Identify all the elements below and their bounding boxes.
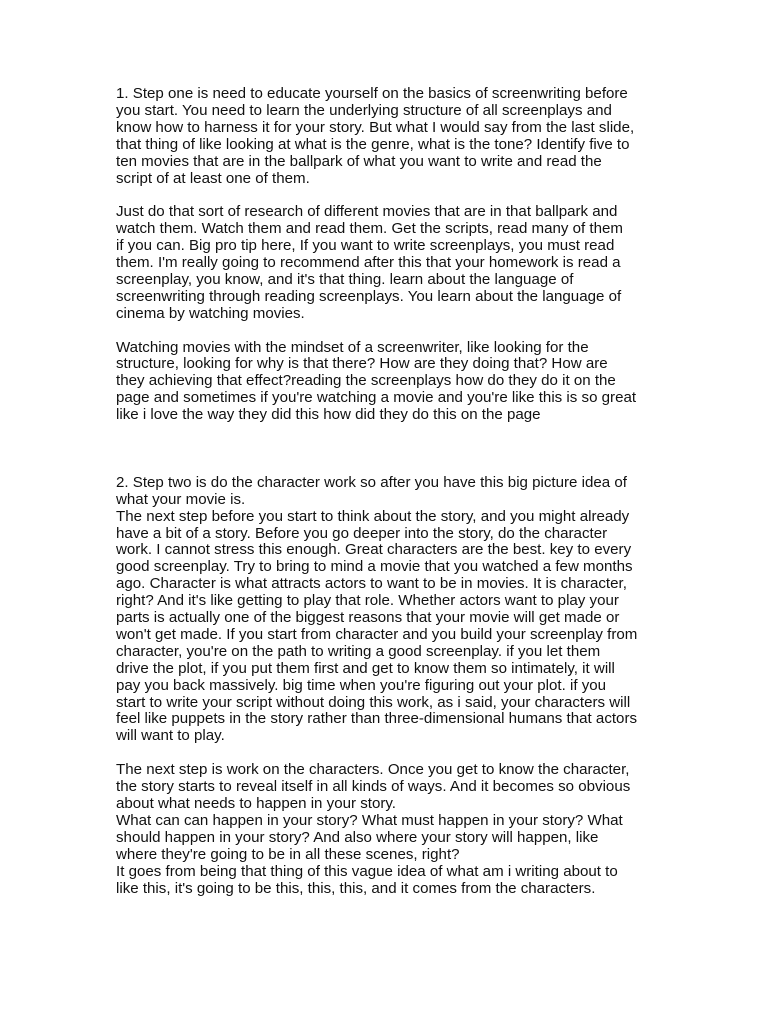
text-line: will want to play.: [116, 727, 225, 745]
text-line: script of at least one of them.: [116, 169, 310, 187]
text-line: good screenplay. Try to bring to mind a movie that you watched a few months: [116, 558, 633, 576]
paragraph-research: [116, 204, 664, 322]
paragraph-next-step: [116, 762, 664, 897]
text-line: drive the plot, if you put them first and get to know them so intimately, it will: [116, 659, 615, 677]
text-line: The next step before you start to think about the story, and you might already: [116, 507, 630, 525]
text-line: where they're going to be in all these scenes, right?: [116, 845, 460, 863]
text-line: start to write your script without doing this work, as i said, your characters will: [116, 693, 631, 711]
text-line: that thing of like looking at what is the genre, what is the tone? Identify five to: [116, 135, 630, 153]
paragraph-spacer: [116, 187, 664, 204]
document-body: [116, 86, 664, 897]
text-line: you start. You need to learn the underlying structure of all screenplays and: [116, 101, 612, 119]
text-line: What can can happen in your story? What must happen in your story? What: [116, 811, 623, 829]
text-line: feel like puppets in the story rather than three-dimensional humans that actors: [116, 710, 638, 728]
text-line: like this, it's going to be this, this, this, and it comes from the characters.: [116, 879, 596, 897]
text-line: pay you back massively. big time when you're figuring out your plot. if you: [116, 676, 607, 694]
text-line: character, you're on the path to writing a good screenplay. if you let them: [116, 642, 601, 660]
paragraph-watching-mindset: [116, 340, 664, 425]
text-line: cinema by watching movies.: [116, 304, 305, 322]
text-line: The next step is work on the characters. Once you get to know the character,: [116, 761, 630, 779]
text-line: Watching movies with the mindset of a screenwriter, like looking for the: [116, 338, 589, 356]
text-line: right? And it's like getting to play that role. Whether actors want to play your: [116, 592, 619, 610]
text-line: parts is actually one of the biggest reasons that your movie will get made or: [116, 609, 620, 627]
section-spacer: [116, 424, 664, 475]
text-line: screenwriting through reading screenplays. You learn about the language of: [116, 287, 622, 305]
text-line: work. I cannot stress this enough. Great characters are the best. key to every: [116, 541, 632, 559]
text-line: page and sometimes if you're watching a movie and you're like this is so great: [116, 389, 637, 407]
paragraph-spacer: [116, 323, 664, 340]
text-line: should happen in your story? And also where your story will happen, like: [116, 828, 599, 846]
text-line: if you can. Big pro tip here, If you want to write screenplays, you must read: [116, 237, 615, 255]
text-line: screenplay, you know, and it's that thing. learn about the language of: [116, 270, 574, 288]
text-line: have a bit of a story. Before you go deeper into the story, do the character: [116, 524, 608, 542]
text-line: won't get made. If you start from character and you build your screenplay from: [116, 625, 638, 643]
text-line: ago. Character is what attracts actors to want to be in movies. It is character,: [116, 575, 627, 593]
text-line: they achieving that effect?reading the screenplays how do they do it on the: [116, 372, 616, 390]
paragraph-step-two: [116, 475, 664, 746]
text-line: watch them. Watch them and read them. Get the scripts, read many of them: [116, 220, 623, 238]
text-line: know how to harness it for your story. But what I would say from the last slide,: [116, 118, 635, 136]
paragraph-spacer: [116, 745, 664, 762]
text-line: It goes from being that thing of this vague idea of what am i writing about to: [116, 862, 618, 880]
text-line: about what needs to happen in your story.: [116, 794, 396, 812]
text-line: 1. Step one is need to educate yourself on the basics of screenwriting before: [116, 85, 628, 102]
text-line: them. I'm really going to recommend after this that your homework is read a: [116, 254, 621, 272]
text-line: like i love the way they did this how did they do this on the page: [116, 406, 541, 424]
text-line: ten movies that are in the ballpark of what you want to write and read the: [116, 152, 602, 170]
text-line: 2. Step two is do the character work so after you have this big picture idea of: [116, 473, 627, 491]
text-line: Just do that sort of research of different movies that are in that ballpark and: [116, 203, 618, 221]
paragraph-step-one: [116, 86, 664, 187]
text-line: what your movie is.: [116, 490, 246, 508]
text-line: structure, looking for why is that there? How are they doing that? How are: [116, 355, 608, 373]
text-line: the story starts to reveal itself in all kinds of ways. And it becomes so obvious: [116, 778, 631, 796]
